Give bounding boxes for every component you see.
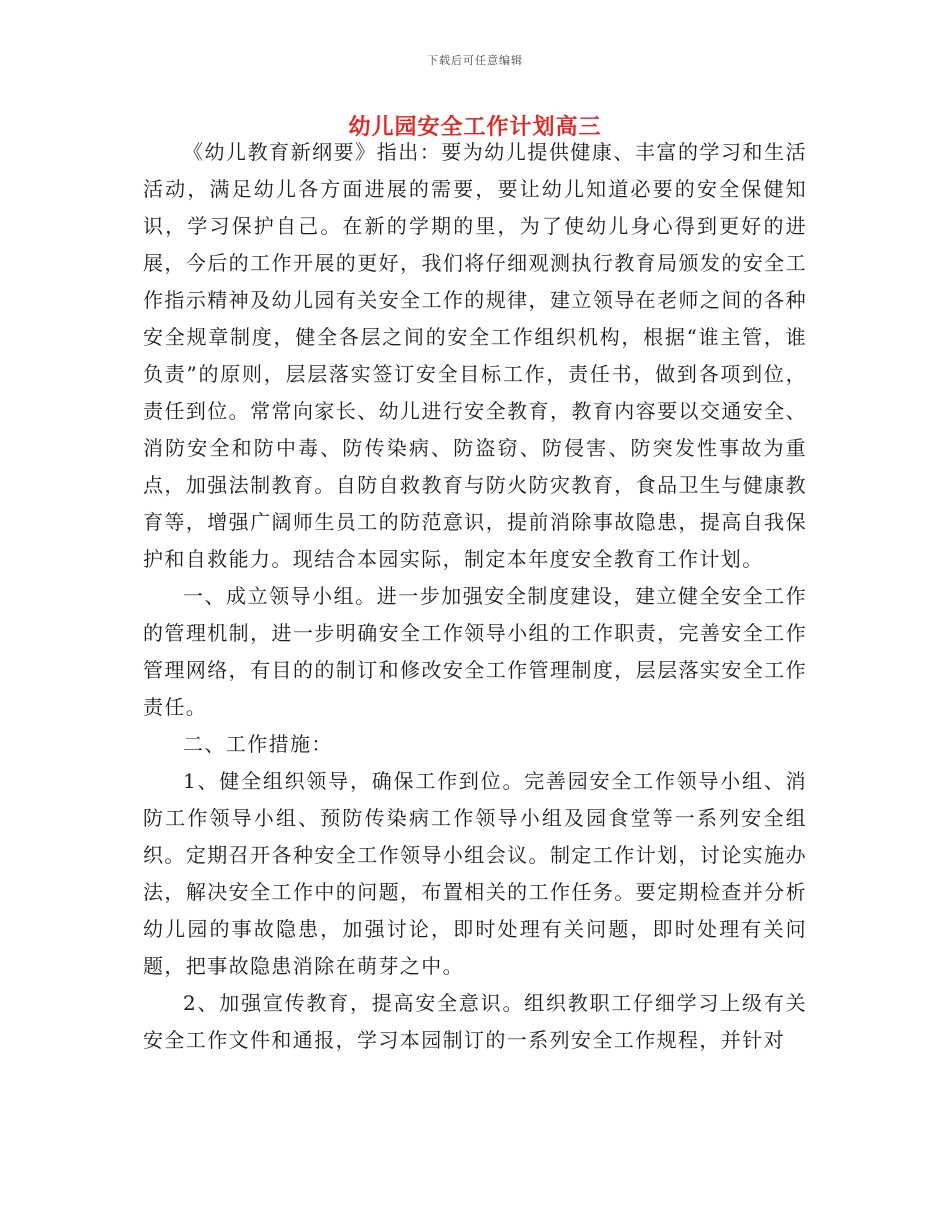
paragraph-measure-2: 2、加强宣传教育，提高安全意识。组织教职工仔细学习上级有关安全工作文件和通报，学习本园制订的一系列安全工作规程，并针对	[143, 991, 807, 1052]
paragraph-intro: 《幼儿教育新纲要》指出：要为幼儿提供健康、丰富的学习和生活活动，满足幼儿各方面进展的需要，要让幼儿知道必要的安全保健知识，学习保护自己。在新的学期的里，为了使幼儿身心得到更好的进展，今后的工作开展的更好，我们将仔细观测执行教育局颁发的安全工作指示精神及幼儿园有关安全工作的规律，建立领导在老师之间的各种安全规章制度，健全各层之间的安全工作组织机构，根据“谁主管，谁负责”的原则，层层落实签订安全目标工作，责任书，做到各项到位，责任到位。常常向家长、幼儿进行安全教育，教育内容要以交通安全、消防安全和防中毒、防传染病、防盗窃、防侵害、防突发性事故为重点，加强法制教育。自防自救教育与防火防灾教育，食品卫生与健康教育等，增强广阔师生员工的防范意识，提前消除事故隐患，提高自我保护和自救能力。现结合本园实际，制定本年度安全教育工作计划。	[143, 140, 807, 571]
paragraph-section-2-heading: 二、工作措施：	[183, 732, 333, 756]
paragraph-measure-1: 1、健全组织领导，确保工作到位。完善园安全工作领导小组、消防工作领导小组、预防传染病工作领导小组及园食堂等一系列安全组织。定期召开各种安全工作领导小组会议。制定工作计划，讨论实施办法，解决安全工作中的问题，布置相关的工作任务。要定期检查并分析幼儿园的事故隐患，加强讨论，即时处理有关问题，即时处理有关问题，把事故隐患消除在萌芽之中。	[143, 769, 807, 978]
document-body	[143, 134, 807, 1059]
paragraph-section-1: 一、成立领导小组。进一步加强安全制度建设，建立健全安全工作的管理机制，进一步明确安全工作领导小组的工作职责，完善安全工作管理网络，有目的的制订和修改安全工作管理制度，层层落实安全工作责任。	[143, 584, 807, 719]
page-header-note: 下载后可任意编辑	[427, 54, 523, 67]
document-title: 幼儿园安全工作计划高三	[348, 114, 602, 140]
